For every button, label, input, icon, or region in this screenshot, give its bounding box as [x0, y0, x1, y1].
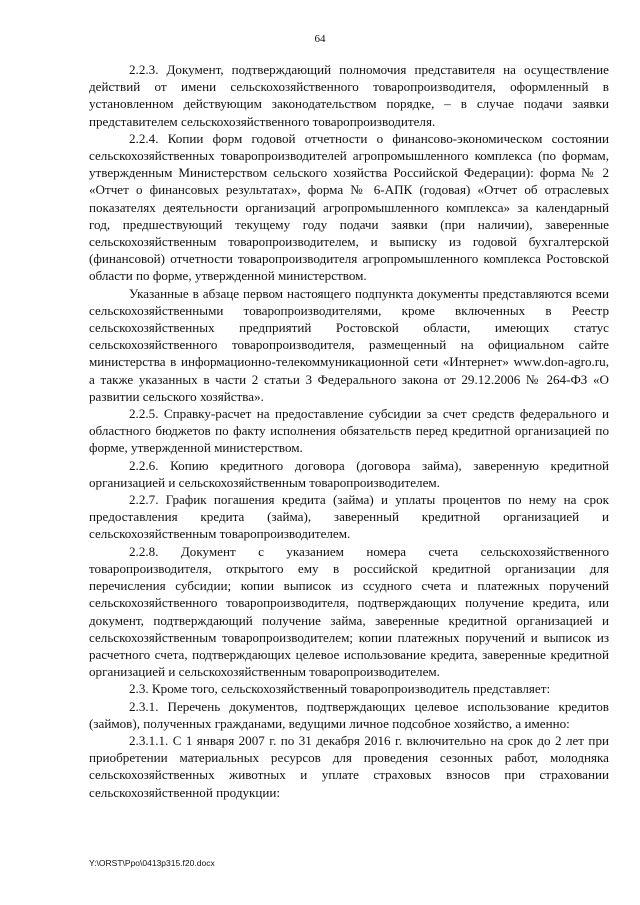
paragraph-2-2-7: 2.2.7. График погашения кредита (займа) и уплаты процентов по нему на срок предоставления кредита (займа), заверенный кредитной организацией и сельскохозяйственным товаропроизводителем. [89, 492, 609, 542]
footer-file-path: Y:\ORST\Ppo\0413p315.f20.docx [89, 858, 215, 868]
page-number: 64 [314, 33, 326, 45]
paragraph-2-2-8: 2.2.8. Документ с указанием номера счета сельскохозяйственного товаропроизводителя, открытого ему в российской кредитной организации для перечисления субсидии; копии выписок из ссудного счета и платежных поручений сельскохозяйственного товаропроизводителя, подтверждающих получение кредита, или документ, подтверждающий получение займа, заверенные кредитной организацией и сельскохозяйственным товаропроизводителем; копии платежных поручений и выписок из расчетного счета, подтверждающих целевое использование кредита, заверенные кредитной организацией и сельскохозяйственным товаропроизводителем. [89, 543, 609, 680]
document-body [89, 61, 609, 801]
paragraph-2-2-5: 2.2.5. Справку-расчет на предоставление субсидии за счет средств федерального и областного бюджетов по факту исполнения обязательств перед кредитной организацией по форме, утвержденной министерством. [89, 406, 609, 456]
paragraph-2-3-1: 2.3.1. Перечень документов, подтверждающих целевое использование кредитов (займов), полученных гражданами, ведущими личное подсобное хозяйство, а именно: [89, 698, 609, 731]
paragraph-2-2-4-note: Указанные в абзаце первом настоящего подпункта документы представляются всеми сельскохозяйственными товаропроизводителями, кроме включенных в Реестр сельскохозяйственных предприятий Ростовской области, имеющих статус сельскохозяйственного товаропроизводителя, размещенный на официальном сайте министерства в информационно-телекоммуникационной сети «Интернет» www.don-agro.ru, а также указанных в части 2 статьи 3 Федерального закона от 29.12.2006 № 264-ФЗ «О развитии сельского хозяйства». [89, 285, 609, 404]
paragraph-2-2-6: 2.2.6. Копию кредитного договора (договора займа), заверенную кредитной организацией и сельскохозяйственным товаропроизводителем. [89, 457, 609, 490]
paragraph-2-2-4: 2.2.4. Копии форм годовой отчетности о финансово-экономическом состоянии сельскохозяйственных товаропроизводителей агропромышленного комплекса (по формам, утвержденным Министерством сельского хозяйства Российской Федерации): форма № 2 «Отчет о финансовых результатах», форма № 6-АПК (годовая) «Отчет об отраслевых показателях деятельности организаций агропромышленного комплекса» за календарный год, предшествующий текущему году подачи заявки (при наличии), заверенные сельскохозяйственным товаропроизводителем, и выписку из годовой бухгалтерской (финансовой) отчетности товаропроизводителя агропромышленного комплекса Ростовской области по форме, утвержденной министерством. [89, 130, 609, 284]
paragraph-2-2-3: 2.2.3. Документ, подтверждающий полномочия представителя на осуществление действий от имени сельскохозяйственного товаропроизводителя, оформленный в установленном действующим законодательством порядке, – в случае подачи заявки представителем сельскохозяйственного товаропроизводителя. [89, 62, 609, 129]
paragraph-2-3: 2.3. Кроме того, сельскохозяйственный товаропроизводитель представляет: [129, 681, 551, 697]
paragraph-2-3-1-1: 2.3.1.1. С 1 января 2007 г. по 31 декабря 2016 г. включительно на срок до 2 лет при приобретении материальных ресурсов для проведения сезонных работ, молодняка сельскохозяйственных животных и уплате страховых взносов при страховании сельскохозяйственной продукции: [89, 732, 609, 800]
